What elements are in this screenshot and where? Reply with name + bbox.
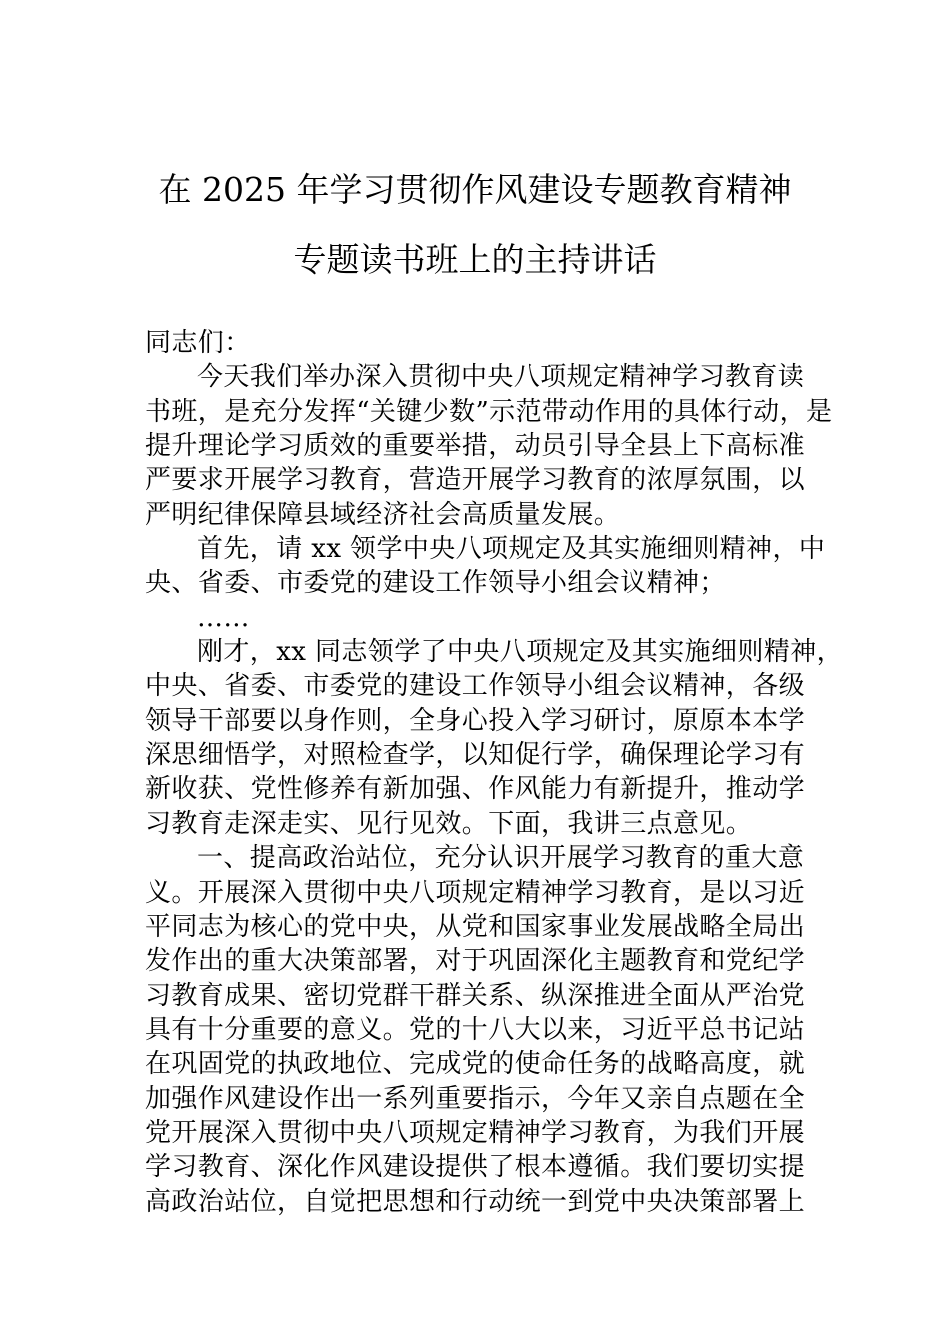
- paragraph-line: 高政治站位，自觉把思想和行动统一到党中央决策部署上: [145, 1186, 806, 1217]
- paragraph-line: 在巩固党的执政地位、完成党的使命任务的战略高度，就: [145, 1049, 806, 1080]
- paragraph-line: 严要求开展学习教育，营造开展学习教育的浓厚氛围，以: [145, 465, 806, 496]
- document-body: [145, 326, 843, 1219]
- paragraph-line: 严明纪律保障县域经济社会高质量发展。: [145, 499, 621, 530]
- paragraph-line: 央、省委、市委党的建设工作领导小组会议精神；: [145, 568, 726, 599]
- paragraph-line: 习教育成果、密切党群干群关系、纵深推进全面从严治党: [145, 980, 806, 1011]
- paragraph-line: 发作出的重大决策部署，对于巩固深化主题教育和党纪学: [145, 946, 806, 977]
- salutation: 同志们：: [145, 328, 251, 358]
- paragraph-line: 领导干部要以身作则，全身心投入学习研讨，原原本本学: [145, 705, 806, 736]
- paragraph-line: 书班，是充分发挥“关键少数”示范带动作用的具体行动，是: [145, 396, 833, 427]
- paragraph-line: 习教育走深走实、见行见效。下面，我讲三点意见。: [145, 808, 753, 839]
- paragraph-line: 平同志为核心的党中央，从党和国家事业发展战略全局出: [145, 911, 806, 942]
- paragraph-line: 刚才，xx 同志领学了中央八项规定及其实施细则精神，: [197, 637, 843, 668]
- paragraph-line: 新收获、党性修养有新加强、作风能力有新提升，推动学: [145, 774, 806, 805]
- paragraph-line: 学习教育、深化作风建设提供了根本遵循。我们要切实提: [145, 1152, 806, 1183]
- paragraph-line: 党开展深入贯彻中央八项规定精神学习教育，为我们开展: [145, 1117, 806, 1148]
- paragraph-line: 加强作风建设作出一系列重要指示，今年又亲自点题在全: [145, 1083, 806, 1114]
- paragraph-line: 义。开展深入贯彻中央八项规定精神学习教育，是以习近: [145, 877, 806, 908]
- paragraph-line: 提升理论学习质效的重要举措，动员引导全县上下高标准: [145, 431, 806, 462]
- document-title-line-2: 专题读书班上的主持讲话: [293, 240, 657, 279]
- paragraph-line: 具有十分重要的意义。党的十八大以来，习近平总书记站: [145, 1014, 806, 1045]
- paragraph-line: 中央、省委、市委党的建设工作领导小组会议精神，各级: [145, 671, 806, 702]
- paragraph-line: 今天我们举办深入贯彻中央八项规定精神学习教育读: [197, 362, 805, 393]
- section-heading-line: 一、提高政治站位，充分认识开展学习教育的重大意: [197, 843, 805, 874]
- document-title-line-1: 在 2025 年学习贯彻作风建设专题教育精神: [158, 170, 792, 209]
- paragraph-line: 首先，请 xx 领学中央八项规定及其实施细则精神，中: [197, 534, 826, 565]
- paragraph-line: 深思细悟学，对照检查学，以知促行学，确保理论学习有: [145, 740, 806, 771]
- ellipsis-line: ……: [197, 602, 250, 633]
